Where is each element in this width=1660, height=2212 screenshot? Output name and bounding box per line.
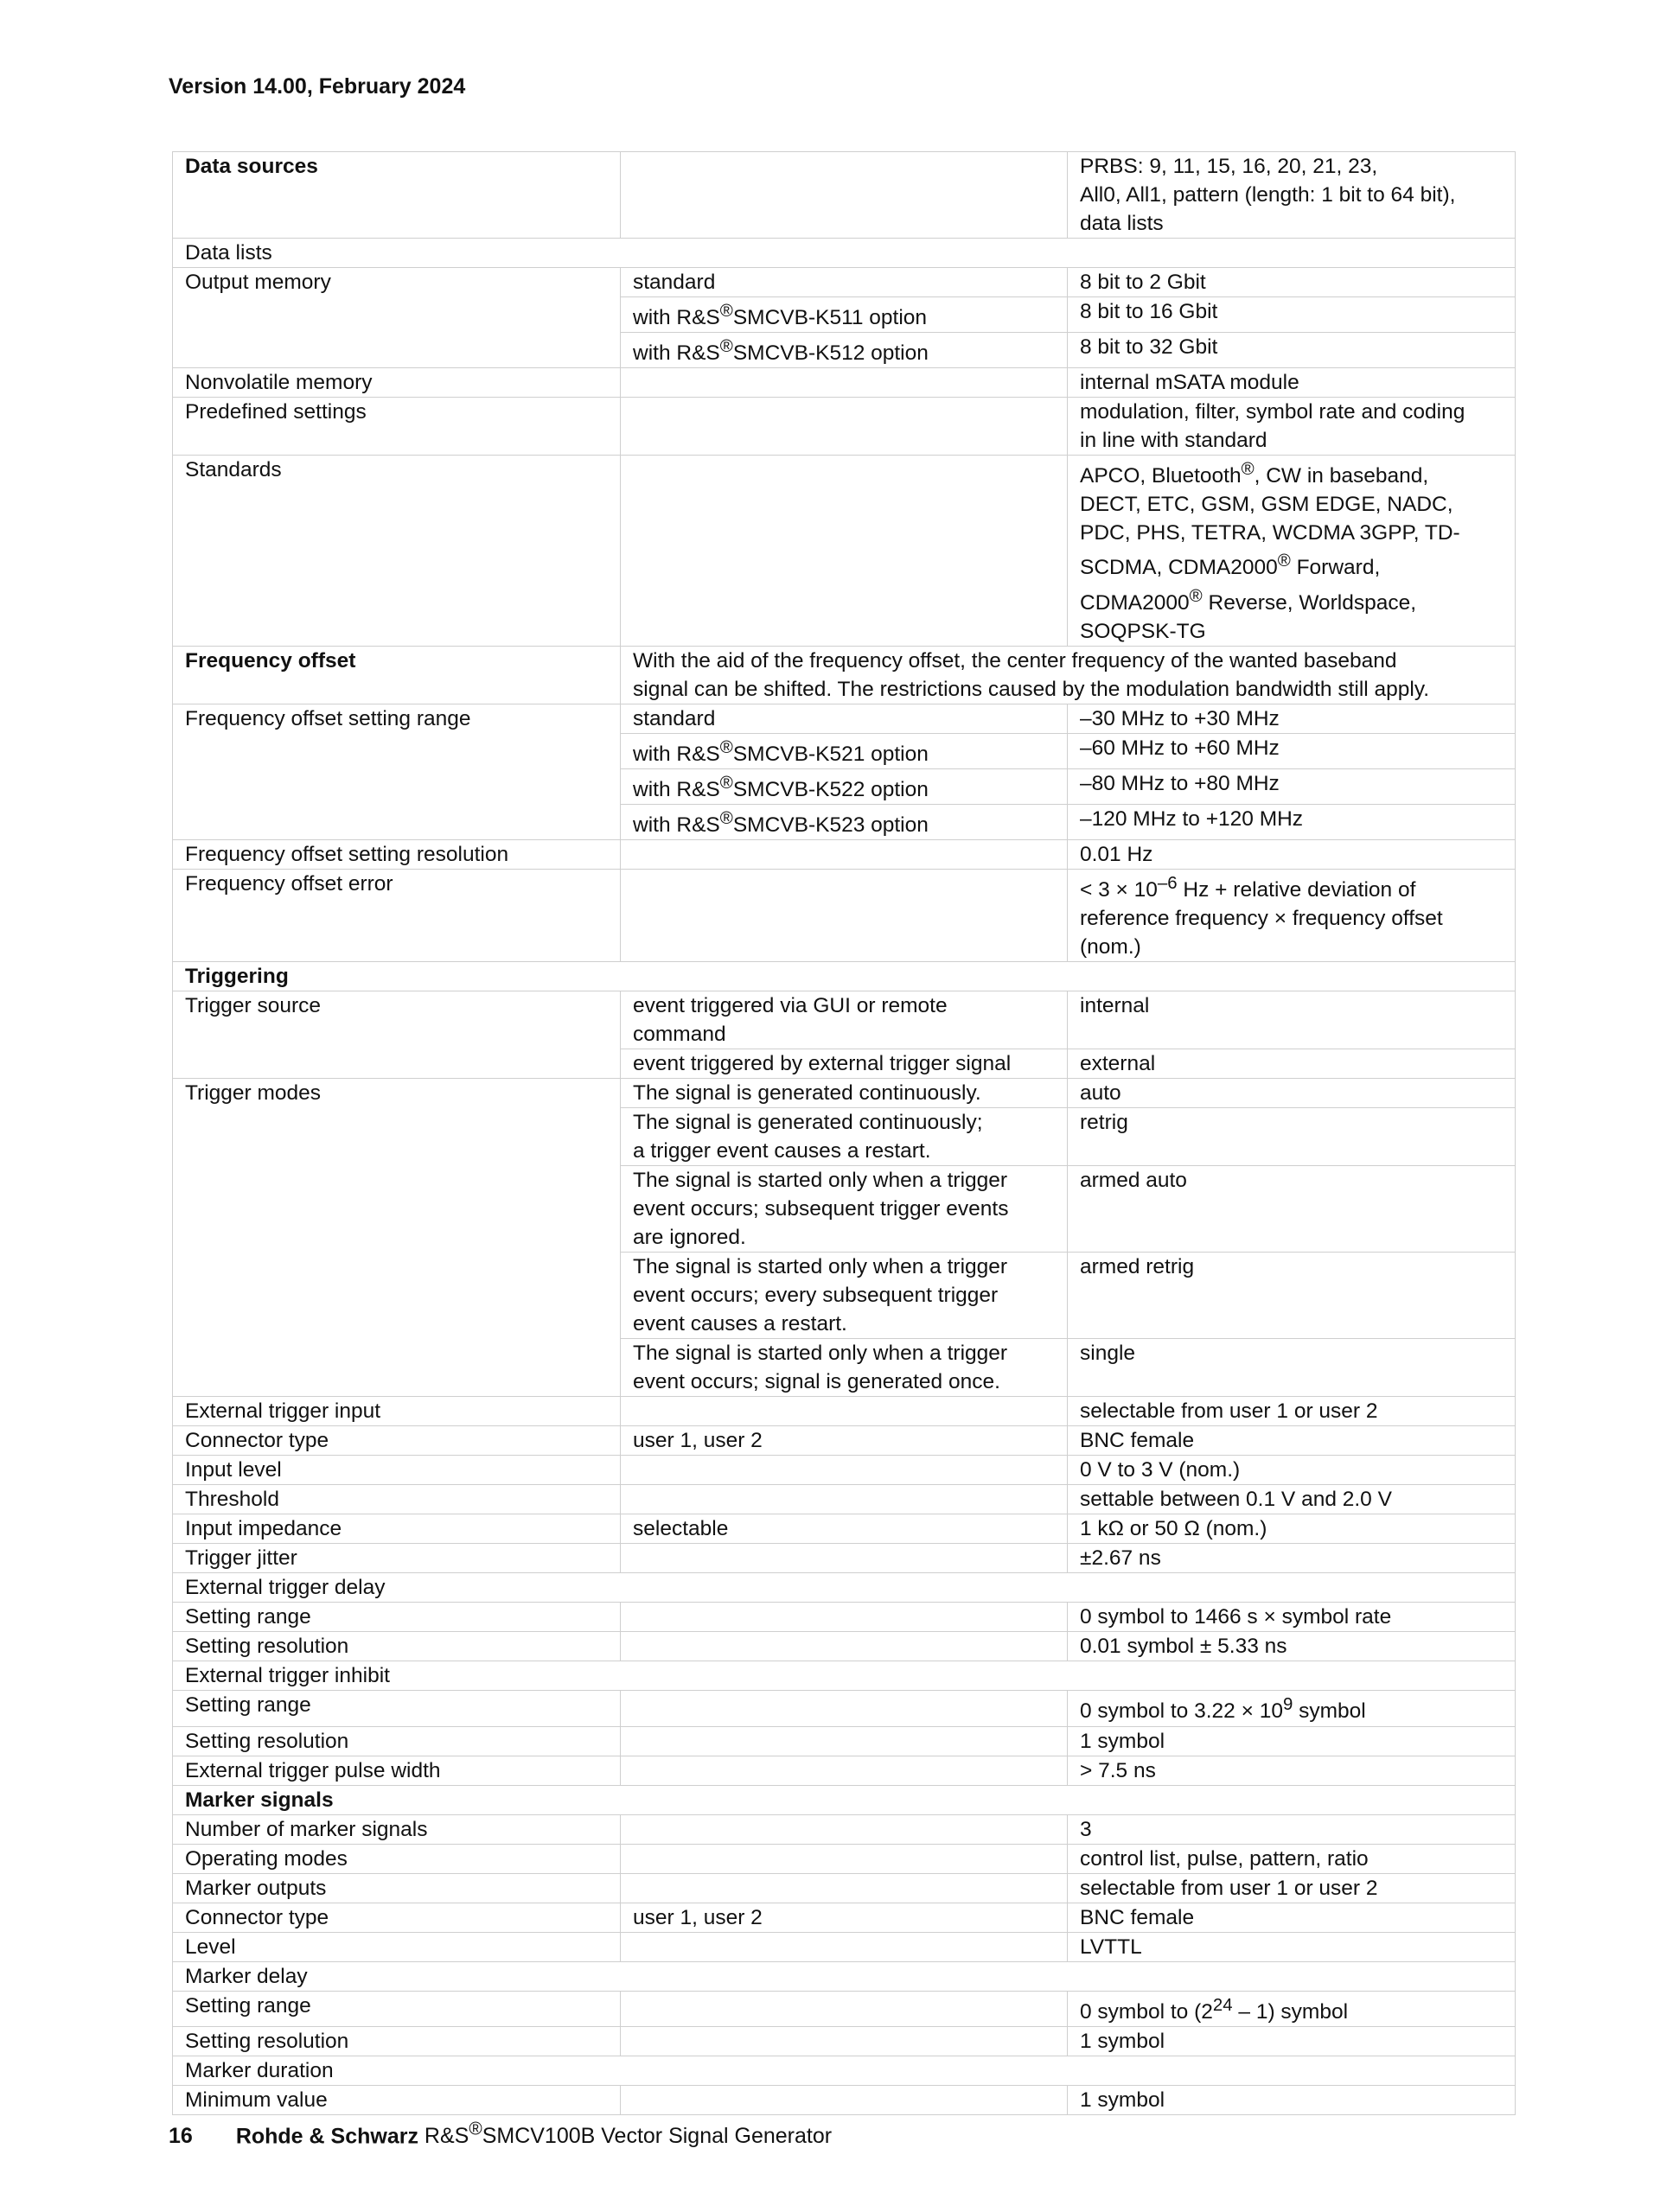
spec-condition: with R&S®SMCVB-K521 option (621, 733, 1068, 768)
row-connector-type (173, 1426, 1516, 1456)
row-data-lists (173, 239, 1516, 268)
page-number: 16 (169, 2124, 193, 2149)
spec-value: 0.01 Hz (1068, 840, 1516, 870)
row-nonvolatile-memory (173, 368, 1516, 398)
row-output-memory (173, 268, 1516, 297)
row-frequency-offset-error (173, 870, 1516, 962)
spec-value: PRBS: 9, 11, 15, 16, 20, 21, 23, All0, All1, pattern (length: 1 bit to 64 bit), data lists (1068, 152, 1516, 239)
spec-value: single (1068, 1339, 1516, 1397)
spec-value: 3 (1068, 1814, 1516, 1844)
row-marker-delay (173, 1961, 1516, 1991)
row-delay-setting-resolution (173, 1632, 1516, 1661)
row-frequency-offset-resolution (173, 840, 1516, 870)
spec-value: 0 symbol to $3.22 \times 10^9$ symbol (1068, 1691, 1516, 1726)
row-operating-modes (173, 1844, 1516, 1873)
row-marker-duration (173, 2056, 1516, 2085)
spec-condition: The signal is generated continuously; a trigger event causes a restart. (621, 1108, 1068, 1166)
spec-condition: standard (621, 704, 1068, 733)
row-triggering (173, 962, 1516, 991)
row-data-sources (173, 152, 1516, 239)
row-input-level (173, 1456, 1516, 1485)
spec-value: ±2.67 ns (1068, 1544, 1516, 1573)
spec-value: 8 bit to 2 Gbit (1068, 268, 1516, 297)
spec-label: Data lists (173, 239, 1516, 268)
spec-label: Trigger jitter (173, 1544, 621, 1573)
row-external-trigger-input (173, 1397, 1516, 1426)
spec-label: Data sources (173, 152, 621, 239)
spec-label: Input level (173, 1456, 621, 1485)
spec-value: APCO, Bluetooth®, CW in baseband, DECT, ETC, GSM, GSM EDGE, NADC, PDC, PHS, TETRA, WCDMA 3GPP, TD- SCDMA, CDMA2000® Forward, CDMA2000® Reverse, Worldspace, SOQPSK-TG (1068, 456, 1516, 646)
spec-label: Trigger modes (173, 1079, 621, 1397)
row-marker-connector-type (173, 1903, 1516, 1932)
spec-label: Frequency offset (173, 646, 621, 704)
spec-label: Setting range (173, 1991, 621, 2026)
spec-label: Output memory (173, 268, 621, 368)
spec-value: 0 symbol to $(2^{24} - 1)$ symbol (1068, 1991, 1516, 2026)
spec-description: With the aid of the frequency offset, the center frequency of the wanted baseband signal can be shifted. The restrictions caused by the modulation bandwidth still apply. (621, 646, 1516, 704)
row-delay-setting-range (173, 1603, 1516, 1632)
row-external-trigger-delay (173, 1573, 1516, 1603)
spec-condition: The signal is started only when a trigger event occurs; every subsequent trigger event causes a restart. (621, 1253, 1068, 1339)
row-marker-outputs (173, 1873, 1516, 1903)
spec-condition: with R&S®SMCVB-K511 option (621, 297, 1068, 333)
spec-label: Marker duration (173, 2056, 1516, 2085)
spec-value: 1 symbol (1068, 2085, 1516, 2114)
spec-label: External trigger delay (173, 1573, 1516, 1603)
spec-label: Input impedance (173, 1514, 621, 1544)
spec-value: 0 V to 3 V (nom.) (1068, 1456, 1516, 1485)
row-external-trigger-inhibit (173, 1661, 1516, 1691)
spec-value: < $3 \times 10^{-6}$ Hz + relative deviation of reference frequency × frequency offset (nom.) (1068, 870, 1516, 962)
spec-label: Number of marker signals (173, 1814, 621, 1844)
spec-condition: The signal is started only when a trigger event occurs; subsequent trigger events are ignored. (621, 1166, 1068, 1253)
spec-value: –120 MHz to +120 MHz (1068, 805, 1516, 840)
spec-value: modulation, filter, symbol rate and coding in line with standard (1068, 398, 1516, 456)
spec-condition: selectable (621, 1514, 1068, 1544)
section-heading: Triggering (173, 962, 1516, 991)
spec-label: Operating modes (173, 1844, 621, 1873)
spec-label: Connector type (173, 1903, 621, 1932)
spec-condition: event triggered via GUI or remote command (621, 991, 1068, 1049)
spec-value: 1 symbol (1068, 2026, 1516, 2056)
spec-value: BNC female (1068, 1903, 1516, 1932)
row-frequency-offset-range (173, 704, 1516, 733)
spec-condition: The signal is started only when a trigger event occurs; signal is generated once. (621, 1339, 1068, 1397)
spec-value: LVTTL (1068, 1932, 1516, 1961)
company-name: Rohde & Schwarz (235, 2124, 418, 2149)
spec-condition: The signal is generated continuously. (621, 1079, 1068, 1108)
spec-value: selectable from user 1 or user 2 (1068, 1873, 1516, 1903)
spec-label: Threshold (173, 1485, 621, 1514)
row-external-trigger-pulse-width (173, 1756, 1516, 1785)
spec-condition: with R&S®SMCVB-K512 option (621, 333, 1068, 368)
spec-label: Standards (173, 456, 621, 646)
page-footer (169, 2120, 832, 2149)
product-name: R&S®SMCV100B Vector Signal Generator (424, 2120, 833, 2149)
spec-condition: user 1, user 2 (621, 1426, 1068, 1456)
row-marker-signals (173, 1785, 1516, 1814)
row-marker-delay-range (173, 1991, 1516, 2026)
row-threshold (173, 1485, 1516, 1514)
spec-value: 1 symbol (1068, 1726, 1516, 1756)
spec-value: 0 symbol to 1466 s × symbol rate (1068, 1603, 1516, 1632)
row-marker-level (173, 1932, 1516, 1961)
spec-value: internal mSATA module (1068, 368, 1516, 398)
spec-label: Nonvolatile memory (173, 368, 621, 398)
spec-label: Setting range (173, 1603, 621, 1632)
spec-label: Marker outputs (173, 1873, 621, 1903)
spec-label: Marker delay (173, 1961, 1516, 1991)
row-standards (173, 456, 1516, 646)
spec-value: –30 MHz to +30 MHz (1068, 704, 1516, 733)
spec-label: Level (173, 1932, 621, 1961)
spec-value: settable between 0.1 V and 2.0 V (1068, 1485, 1516, 1514)
row-inhibit-setting-resolution (173, 1726, 1516, 1756)
spec-value: 8 bit to 16 Gbit (1068, 297, 1516, 333)
row-trigger-jitter (173, 1544, 1516, 1573)
spec-label: Minimum value (173, 2085, 621, 2114)
spec-value: 0.01 symbol ± 5.33 ns (1068, 1632, 1516, 1661)
spec-value: external (1068, 1049, 1516, 1079)
spec-condition: user 1, user 2 (621, 1903, 1068, 1932)
spec-value: –80 MHz to +80 MHz (1068, 768, 1516, 804)
spec-value: BNC female (1068, 1426, 1516, 1456)
spec-label: Frequency offset error (173, 870, 621, 962)
spec-value: 1 kΩ or 50 Ω (nom.) (1068, 1514, 1516, 1544)
spec-value: 8 bit to 32 Gbit (1068, 333, 1516, 368)
spec-value: retrig (1068, 1108, 1516, 1166)
spec-label: Setting resolution (173, 1726, 621, 1756)
spec-label: Frequency offset setting range (173, 704, 621, 839)
spec-label: External trigger pulse width (173, 1756, 621, 1785)
row-predefined-settings (173, 398, 1516, 456)
spec-label: External trigger input (173, 1397, 621, 1426)
row-frequency-offset (173, 646, 1516, 704)
spec-condition: event triggered by external trigger signal (621, 1049, 1068, 1079)
row-marker-delay-resolution (173, 2026, 1516, 2056)
spec-label: Trigger source (173, 991, 621, 1079)
row-number-of-marker-signals (173, 1814, 1516, 1844)
spec-condition: standard (621, 268, 1068, 297)
row-trigger-source (173, 991, 1516, 1049)
spec-value: –60 MHz to +60 MHz (1068, 733, 1516, 768)
row-input-impedance (173, 1514, 1516, 1544)
spec-condition: with R&S®SMCVB-K523 option (621, 805, 1068, 840)
section-heading: Marker signals (173, 1785, 1516, 1814)
spec-label: External trigger inhibit (173, 1661, 1516, 1691)
spec-label: Setting resolution (173, 1632, 621, 1661)
spec-label: Frequency offset setting resolution (173, 840, 621, 870)
row-minimum-value (173, 2085, 1516, 2114)
spec-value: armed auto (1068, 1166, 1516, 1253)
spec-value: armed retrig (1068, 1253, 1516, 1339)
specification-table (172, 151, 1516, 2115)
spec-label: Setting range (173, 1691, 621, 1726)
row-inhibit-setting-range (173, 1691, 1516, 1726)
spec-label: Predefined settings (173, 398, 621, 456)
spec-value: selectable from user 1 or user 2 (1068, 1397, 1516, 1426)
spec-value: > 7.5 ns (1068, 1756, 1516, 1785)
spec-value: control list, pulse, pattern, ratio (1068, 1844, 1516, 1873)
spec-label: Connector type (173, 1426, 621, 1456)
version-header: Version 14.00, February 2024 (169, 74, 466, 99)
spec-value: internal (1068, 991, 1516, 1049)
spec-label: Setting resolution (173, 2026, 621, 2056)
spec-value: auto (1068, 1079, 1516, 1108)
row-trigger-mode-auto (173, 1079, 1516, 1108)
spec-condition: with R&S®SMCVB-K522 option (621, 768, 1068, 804)
